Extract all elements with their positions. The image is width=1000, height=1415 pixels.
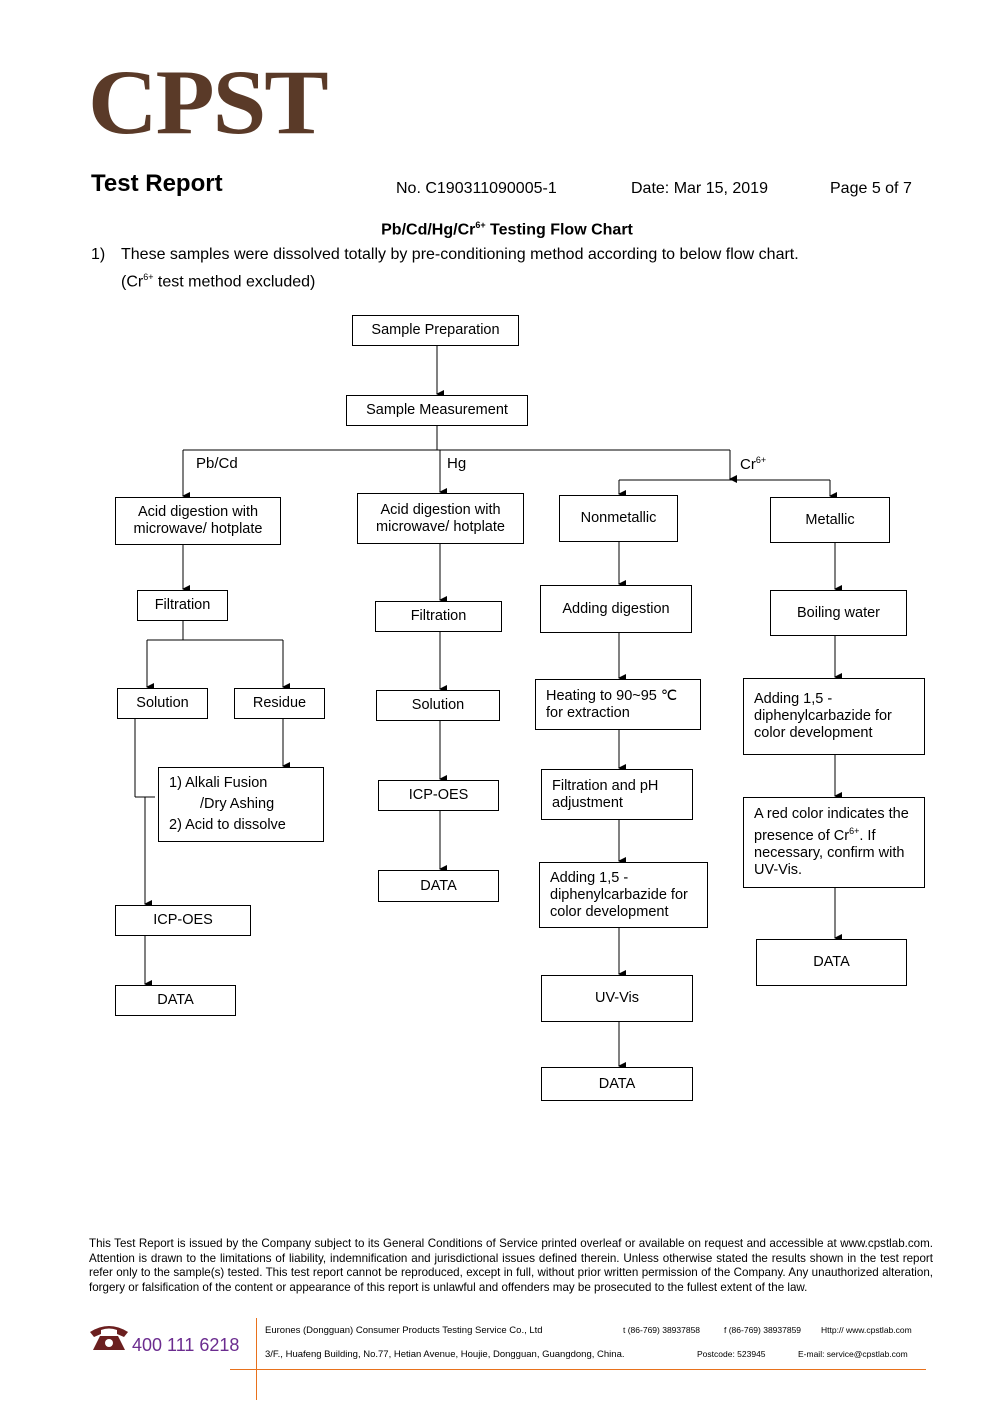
title-text: Pb/Cd/Hg/Cr [381, 221, 476, 239]
address: 3/F., Huafeng Building, No.77, Hetian Avenue, Houjie, Dongguan, Guangdong, China. [265, 1349, 625, 1360]
hg-icp-oes-box: ICP-OES [378, 780, 499, 811]
sample-preparation-box: Sample Preparation [352, 315, 519, 346]
report-number: No. C190311090005-1 [396, 180, 557, 197]
postcode: Postcode: 523945 [697, 1349, 766, 1359]
uv-vis-box: UV-Vis [541, 975, 693, 1022]
alkali-step-2: 2) Acid to dissolve [169, 817, 286, 833]
hg-solution-box: Solution [376, 690, 500, 721]
sample-measurement-box: Sample Measurement [346, 395, 528, 426]
title-sup: 6+ [475, 220, 486, 230]
heating-extraction-box: Heating to 90~95 ℃ for extraction [535, 679, 701, 730]
note-line2-text: (Cr [121, 273, 144, 291]
note-text: These samples were dissolved totally by pre-conditioning method according to below flow chart. [121, 246, 799, 263]
page-number: Page 5 of 7 [830, 180, 912, 197]
red-text-suffix: . If necessary, confirm with UV-Vis. [754, 827, 905, 878]
telephone: t (86-769) 38937858 [623, 1325, 701, 1335]
pbcd-residue-box: Residue [234, 688, 325, 719]
metallic-box: Metallic [770, 497, 890, 543]
branch-cr-label [740, 455, 766, 473]
fax: f (86-769) 38937859 [724, 1325, 802, 1335]
pbcd-icp-oes-box: ICP-OES [115, 905, 251, 936]
hg-data-box: DATA [378, 870, 499, 902]
hg-acid-digestion-box: Acid digestion with microwave/ hotplate [357, 493, 524, 544]
branch-cr-sup: 6+ [755, 455, 767, 465]
red-color-text [754, 806, 914, 879]
telephone-icon [88, 1322, 130, 1357]
hg-filtration-box: Filtration [375, 601, 502, 632]
website-link[interactable]: Http:// www.cpstlab.com [821, 1325, 912, 1335]
red-color-indication-box [743, 797, 925, 888]
branch-hg-label: Hg [447, 455, 467, 472]
hotline-number: 400 111 6218 [132, 1335, 240, 1355]
nonmetallic-adding-dpc-box: Adding 1,5 -diphenylcarbazide for color development [539, 862, 708, 928]
metallic-adding-dpc-box: Adding 1,5 -diphenylcarbazide for color development [743, 678, 925, 755]
red-text-sup: 6+ [849, 826, 860, 837]
pbcd-acid-digestion-box: Acid digestion with microwave/ hotplate [115, 497, 281, 545]
metallic-data-box: DATA [756, 939, 907, 986]
company-name: Eurones (Dongguan) Consumer Products Testing Service Co., Ltd [265, 1325, 543, 1336]
pbcd-alkali-fusion-box [158, 767, 324, 842]
branch-cr-text: Cr [740, 456, 756, 473]
alkali-step-1b: /Dry Ashing [200, 796, 275, 812]
report-date: Date: Mar 15, 2019 [631, 180, 768, 197]
pbcd-solution-box: Solution [117, 688, 208, 719]
filtration-ph-box: Filtration and pH adjustment [541, 769, 693, 820]
adding-digestion-box: Adding digestion [540, 585, 692, 633]
email-link[interactable]: E-mail: service@cpstlab.com [798, 1349, 908, 1359]
disclaimer-text: This Test Report is issued by the Company subject to its General Conditions of Service printed overleaf or available on request and accessible at www.cpstlab.com. Attention is drawn to the limitations of liability, indemnification and jurisdictional issues defined therein. Unless otherwise stated the results shown in the test report refer only to the sample(s) tested. This test report cannot be reproduced, except in full, without prior written permission of the Company. Any unauthorized alteration, forgery or falsification of the content or appearance of this report is unlawful and offenders may be prosecuted to the fullest extent of the law. [89, 1237, 933, 1294]
alkali-step-1: 1) Alkali Fusion [169, 775, 268, 791]
footer-divider-horizontal [230, 1369, 926, 1370]
note-number: 1) [91, 246, 106, 263]
report-title: Test Report [91, 170, 223, 197]
note-sup: 6+ [143, 272, 154, 282]
title-text-suffix: Testing Flow Chart [485, 221, 633, 239]
footer-divider-vertical [256, 1318, 257, 1400]
nonmetallic-box: Nonmetallic [559, 495, 678, 542]
note-line2-suffix: test method excluded) [153, 273, 316, 291]
cpst-logo: CPST [88, 51, 327, 153]
branch-pbcd-label: Pb/Cd [196, 455, 238, 472]
red-text-prefix: A red color indicates the presence of Cr [754, 806, 909, 844]
nonmetallic-data-box: DATA [541, 1067, 693, 1101]
boiling-water-box: Boiling water [770, 590, 907, 636]
pbcd-filtration-box: Filtration [137, 590, 228, 621]
pbcd-data-box: DATA [115, 985, 236, 1016]
